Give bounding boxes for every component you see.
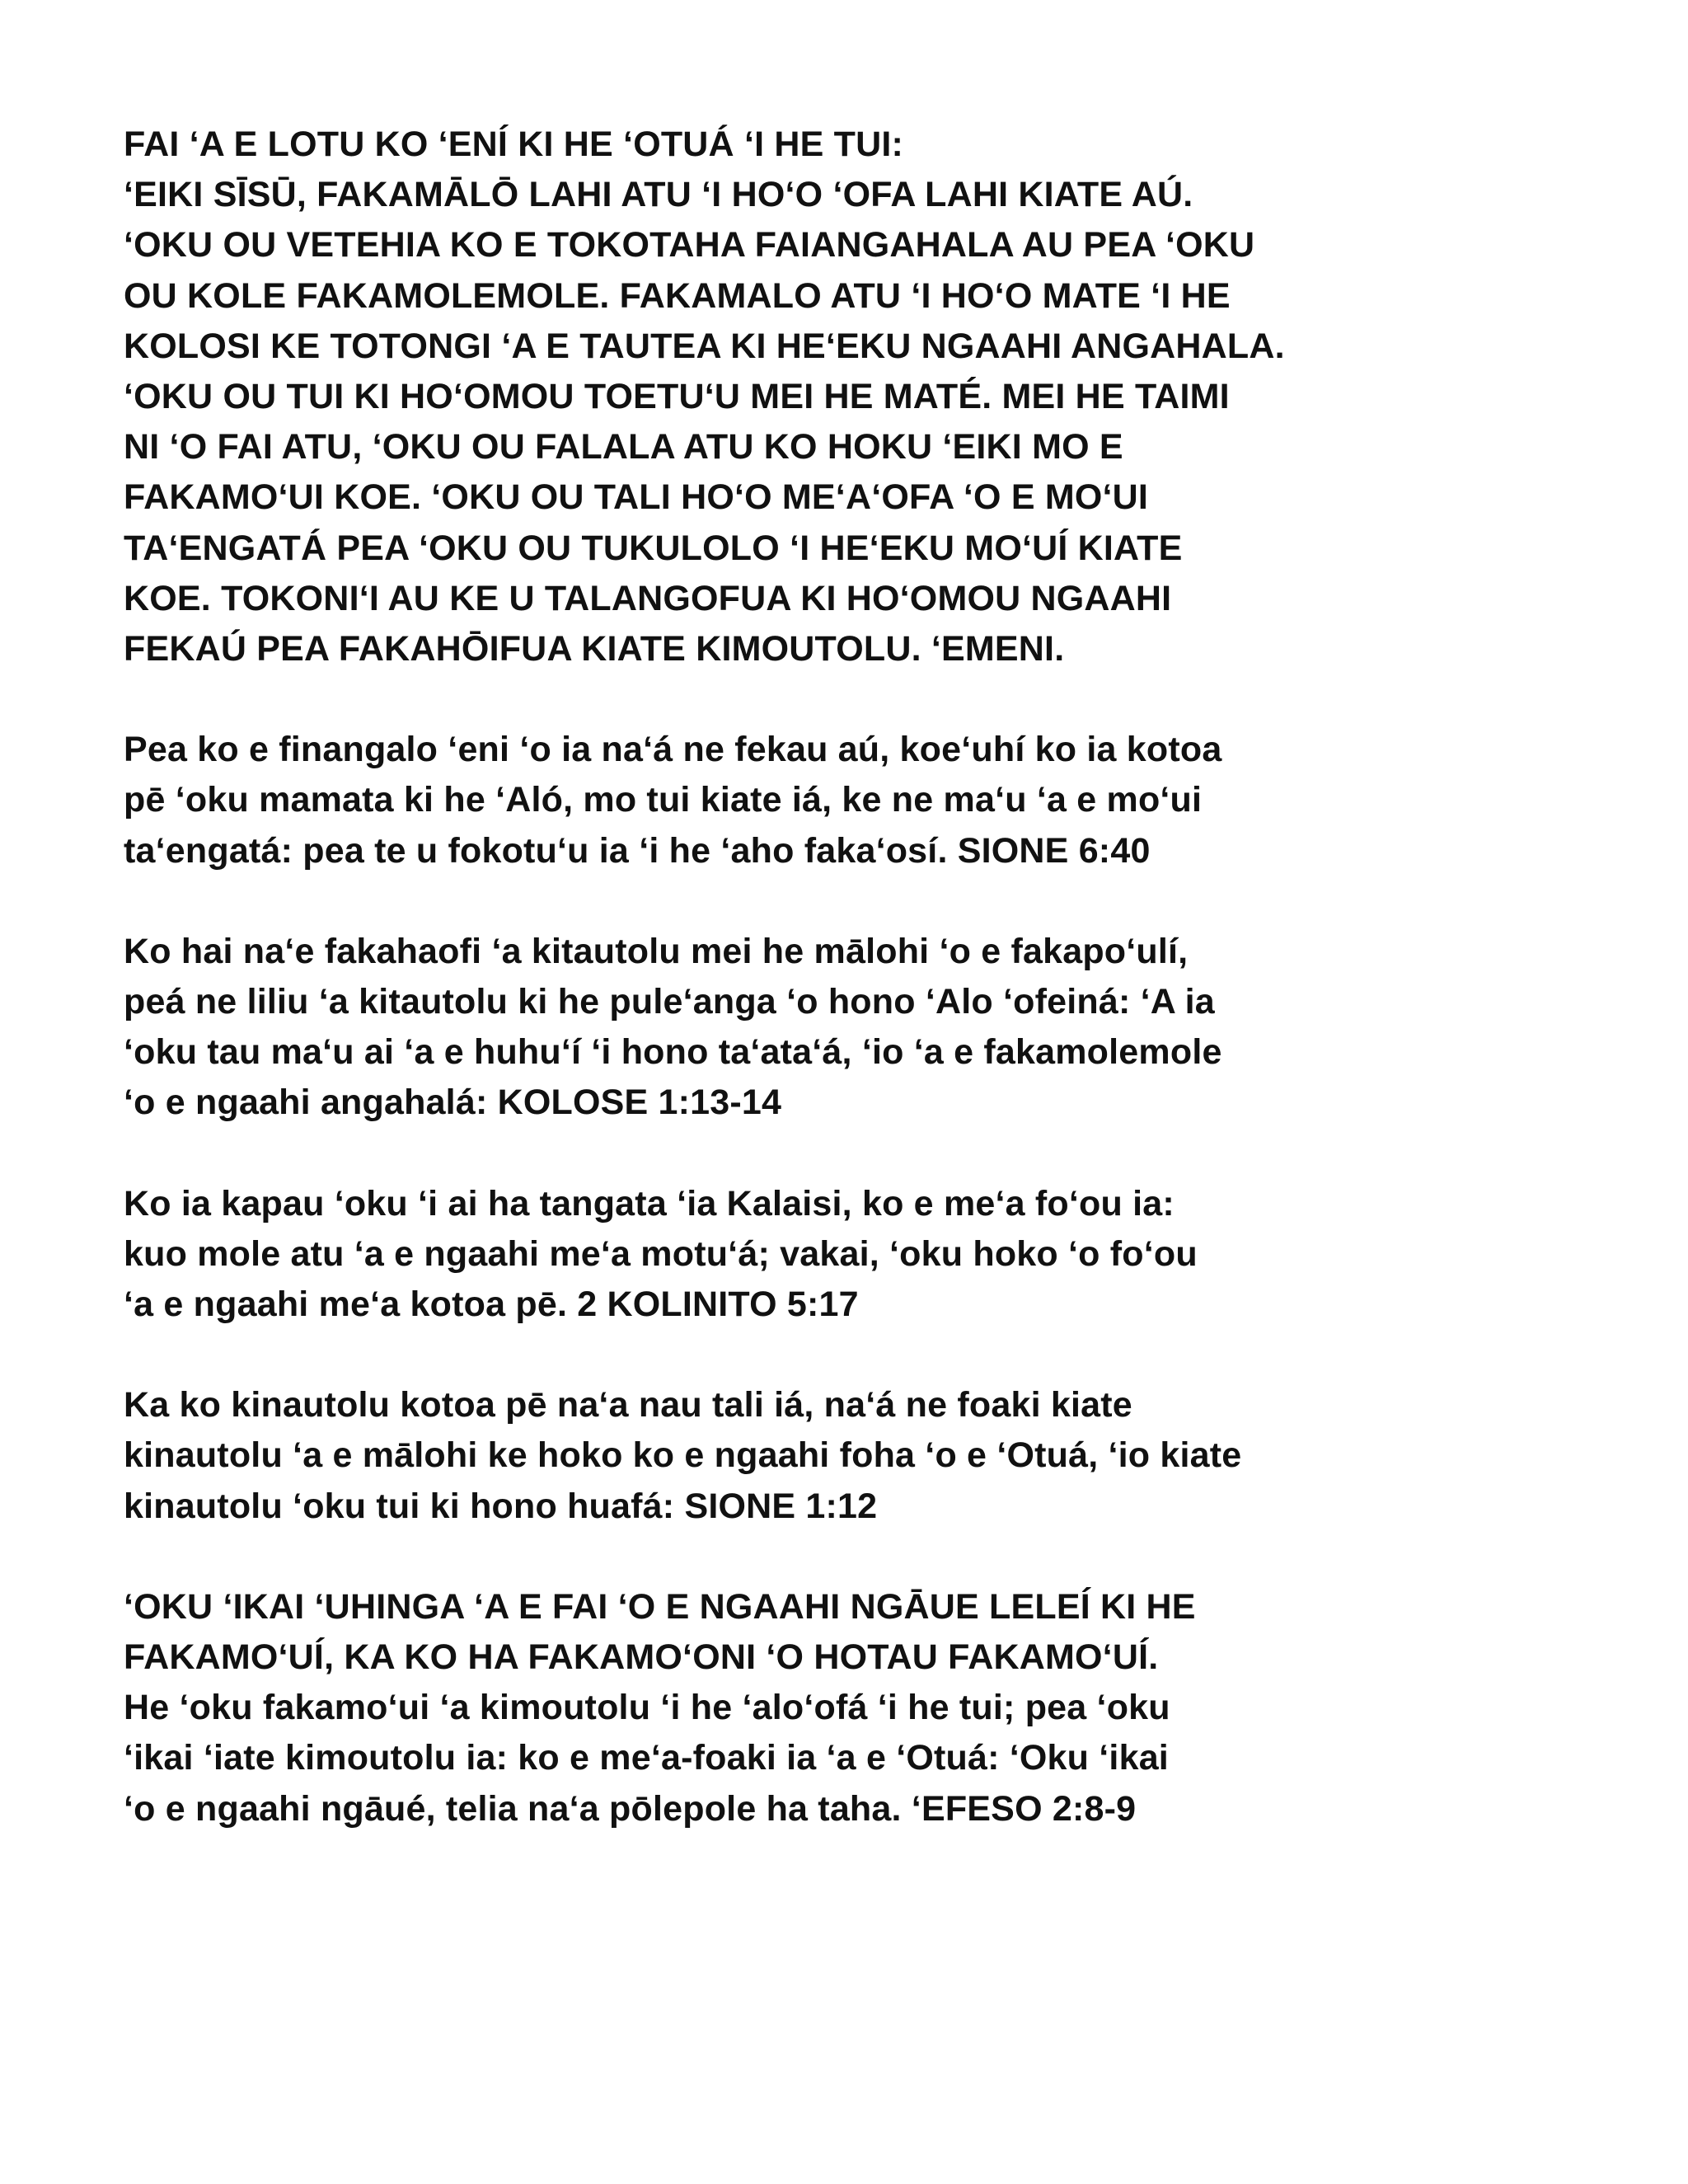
prayer-line: TA‘ENGATÁ PEA ‘OKU OU TUKULOLO ‘I HE‘EKU MO‘UÍ KIATE — [124, 528, 1183, 568]
verse-john-6-40 — [124, 725, 1657, 876]
verse-line: ta‘engatá: pea te u fokotu‘u ia ‘i he ‘aho faka‘osí. SIONE 6:40 — [124, 830, 1151, 871]
verse-line: pē ‘oku mamata ki he ‘Aló, mo tui kiate iá, ke ne ma‘u ‘a e mo‘ui — [124, 780, 1203, 820]
prayer-line: ‘OKU OU TUI KI HO‘OMOU TOETU‘U MEI HE MATÉ. MEI HE TAIMI — [124, 377, 1230, 417]
verse-ephesians-2-8-9 — [124, 1582, 1657, 1834]
verse-line: ‘o e ngaahi angahalá: KOLOSE 1:13-14 — [124, 1083, 782, 1123]
verse-line: kinautolu ‘oku tui ki hono huafá: SIONE 1:12 — [124, 1486, 878, 1526]
prayer-line: KOLOSI KE TOTONGI ‘A E TAUTEA KI HE‘EKU NGAAHI ANGAHALA. — [124, 326, 1285, 366]
verse-line: Pea ko e finangalo ‘eni ‘o ia na‘á ne fekau aú, koe‘uhí ko ia kotoa — [124, 730, 1222, 770]
prayer-line: KOE. TOKONI‘I AU KE U TALANGOFUA KI HO‘OMOU NGAAHI — [124, 578, 1172, 618]
verse-line: Ka ko kinautolu kotoa pē na‘a nau tali iá, na‘á ne foaki kiate — [124, 1385, 1132, 1425]
verse-line: ‘OKU ‘IKAI ‘UHINGA ‘A E FAI ‘O E NGAAHI NGĀUE LELEÍ KI HE — [124, 1586, 1196, 1627]
prayer-block — [124, 120, 1657, 674]
verse-line: He ‘oku fakamo‘ui ‘a kimoutolu ‘i he ‘alo‘ofá ‘i he tui; pea ‘oku — [124, 1688, 1170, 1728]
verse-line: ‘o e ngaahi ngāué, telia na‘a pōlepole ha taha. ‘EFESO 2:8-9 — [124, 1788, 1137, 1829]
verse-colossians-1-13-14 — [124, 927, 1657, 1129]
prayer-line: NI ‘O FAI ATU, ‘OKU OU FALALA ATU KO HOKU ‘EIKI MO E — [124, 427, 1123, 467]
paragraph-gap — [124, 674, 1657, 725]
paragraph-gap — [124, 876, 1657, 927]
verse-line: kuo mole atu ‘a e ngaahi me‘a motu‘á; vakai, ‘oku hoko ‘o fo‘ou — [124, 1233, 1198, 1274]
verse-john-1-12 — [124, 1380, 1657, 1532]
prayer-line: ‘EIKI SĪSŪ, FAKAMĀLŌ LAHI ATU ‘I HO‘O ‘OFA LAHI KIATE AÚ. — [124, 175, 1193, 215]
prayer-line: FEKAÚ PEA FAKAHŌIFUA KIATE KIMOUTOLU. ‘EMENI. — [124, 629, 1065, 669]
prayer-heading: FAI ‘A E LOTU KO ‘ENÍ KI HE ‘OTUÁ ‘I HE TUI: — [124, 124, 904, 164]
prayer-line: OU KOLE FAKAMOLEMOLE. FAKAMALO ATU ‘I HO‘O MATE ‘I HE — [124, 275, 1231, 316]
verse-line: Ko ia kapau ‘oku ‘i ai ha tangata ‘ia Kalaisi, ko e me‘a fo‘ou ia: — [124, 1183, 1175, 1224]
verse-line: ‘ikai ‘iate kimoutolu ia: ko e me‘a-foaki ia ‘a e ‘Otuá: ‘Oku ‘ikai — [124, 1738, 1169, 1778]
verse-line: ‘a e ngaahi me‘a kotoa pē. 2 KOLINITO 5:17 — [124, 1285, 859, 1325]
verse-line: peá ne liliu ‘a kitautolu ki he pule‘anga ‘o hono ‘Alo ‘ofeiná: ‘A ia — [124, 982, 1215, 1022]
prayer-line: ‘OKU OU VETEHIA KO E TOKOTAHA FAIANGAHALA AU PEA ‘OKU — [124, 225, 1255, 265]
verse-line: kinautolu ‘a e mālohi ke hoko ko e ngaahi foha ‘o e ‘Otuá, ‘io kiate — [124, 1435, 1242, 1476]
paragraph-gap — [124, 1330, 1657, 1380]
verse-line: Ko hai na‘e fakahaofi ‘a kitautolu mei he mālohi ‘o e fakapo‘ulí, — [124, 931, 1189, 971]
paragraph-gap — [124, 1532, 1657, 1582]
paragraph-gap — [124, 1129, 1657, 1179]
document-page — [124, 120, 1657, 1834]
verse-2-corinthians-5-17 — [124, 1179, 1657, 1331]
verse-line: FAKAMO‘UÍ, KA KO HA FAKAMO‘ONI ‘O HOTAU FAKAMO‘UÍ. — [124, 1637, 1159, 1678]
prayer-line: FAKAMO‘UI KOE. ‘OKU OU TALI HO‘O ME‘A‘OFA ‘O E MO‘UI — [124, 477, 1149, 518]
verse-line: ‘oku tau ma‘u ai ‘a e huhu‘í ‘i hono ta‘ata‘á, ‘io ‘a e fakamolemole — [124, 1032, 1222, 1073]
